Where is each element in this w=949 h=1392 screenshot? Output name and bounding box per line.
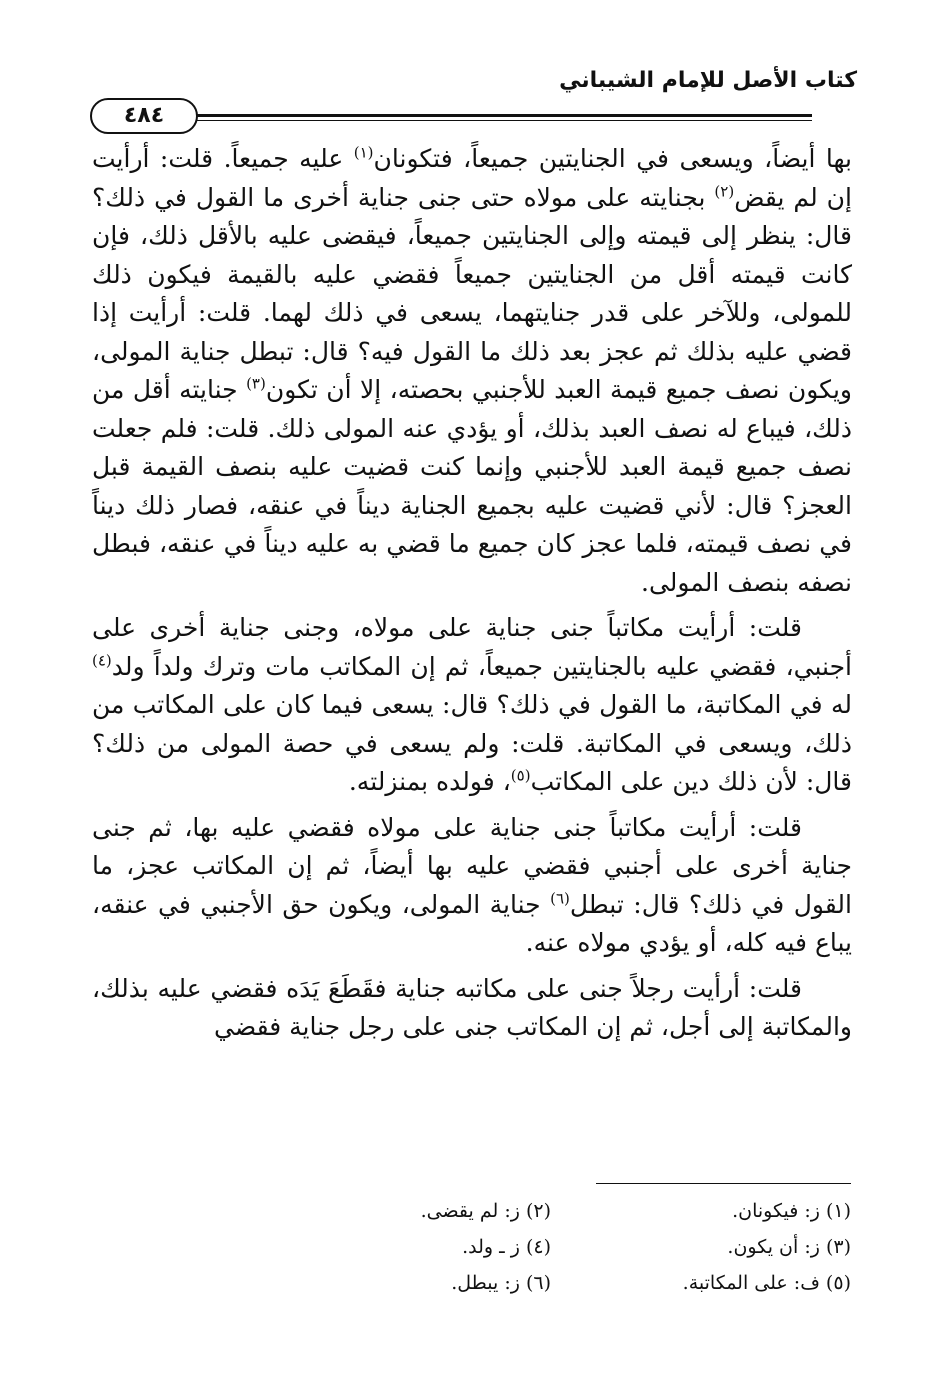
header-rule-thin <box>92 120 812 121</box>
text-run: قلت: أرأيت مكاتباً جنى جناية على مولاه، وجنى جناية أخرى على أجنبي، فقضي عليه بالجنايتين جميعاً، ثم إن المكاتب مات وترك ولداً ولد <box>92 613 852 681</box>
paragraph-2 <box>92 609 852 802</box>
footnotes <box>251 1196 851 1298</box>
footnote-3: (٣) ز: أن يكون. <box>727 1236 851 1258</box>
paragraph-4 <box>92 970 852 1047</box>
text-run: له في المكاتبة، ما القول في ذلك؟ قال: يسعى فيما كان على المكاتب من ذلك، ويسعى في المكاتبة. قلت: ولم يسعى في حصة المولى من ذلك؟ قال: لأن ذلك دين على المكاتب <box>92 690 852 796</box>
text-run: قلت: أرأيت رجلاً جنى على مكاتبه جناية فقَطَعَ يَدَه فقضي عليه بذلك، والمكاتبة إلى أجل، ثم إن المكاتب جنى على رجل جناية فقضي <box>92 973 852 1041</box>
header-rule-thick <box>92 114 812 117</box>
footnote-marker: (٣) <box>246 374 266 393</box>
text-run: ، فولده بمنزلته. <box>348 767 511 796</box>
footnote-marker: (٢) <box>714 182 735 201</box>
footnote-marker: (٥) <box>510 766 531 785</box>
text-run: قلت: أرأيت مكاتباً جنى جناية على مولاه فقضي عليه بها، ثم جنى جناية أخرى على أجنبي فقضي عليه بها أيضاً، ثم إن المكاتب عجز، ما القول في ذلك؟ قال: تبطل <box>92 812 852 919</box>
footnote-1: (١) ز: فيكونان. <box>732 1200 851 1222</box>
footnote-marker: (١) <box>353 143 374 162</box>
text-run: جنايته أقل من ذلك، فيباع له نصف العبد بذلك، أو يؤدي عنه المولى ذلك. قلت: فلم جعلت نصف جميع قيمة العبد للأجنبي وإنما كنت قضيت عليه بنصف القيمة قبل العجز؟ قال: لأني قضيت عليه بجميع الجناية ديناً في عنقه، فصار ذلك ديناً في نصف قيمته، فلما عجز كان جميع ما قضي به عليه ديناً في عنقه، فبطل نصفه بنصف المولى. <box>92 375 852 597</box>
footnote-marker: (٦) <box>550 889 570 908</box>
running-header-title: كتاب الأصل للإمام الشيباني <box>559 68 857 93</box>
text-run: بها أيضاً، ويسعى في الجنايتين جميعاً، فتكونان <box>373 144 852 173</box>
footnote-6: (٦) ز: يبطل. <box>451 1272 551 1294</box>
footnote-marker: (٤) <box>92 651 112 670</box>
footnote-separator <box>596 1183 851 1184</box>
text-run: جناية المولى، ويكون حق الأجنبي في عنقه، يباع فيه كله، أو يؤدي مولاه عنه. <box>92 889 852 957</box>
main-text <box>92 140 852 1054</box>
paragraph-3 <box>92 809 852 963</box>
text-run: عليه جميعاً. قلت: أرأيت إن لم يقض <box>92 144 852 212</box>
footnote-2: (٢) ز: لم يقضى. <box>420 1200 551 1222</box>
page-number-badge: ٤٨٤ <box>90 98 198 134</box>
footnote-5: (٥) ف: على المكاتبة. <box>682 1272 851 1294</box>
text-run: بجنايته على مولاه حتى جنى جناية أخرى ما القول في ذلك؟ قال: ينظر إلى قيمته وإلى الجنايتين جميعاً، فيقضى عليه بالأقل ذلك، فإن كانت قيمته أقل من الجنايتين جميعاً فقضي عليه بالقيمة فيكون ذلك للمولى، وللآخر على قدر جنايتهما، يسعى في ذلك لهما. قلت: أرأيت إذا قضي عليه بذلك ثم عجز بعد ذلك ما القول فيه؟ قال: تبطل جناية المولى، ويكون نصف جميع قيمة العبد للأجنبي بحصته، إلا أن تكون <box>92 182 852 404</box>
paragraph-1 <box>92 140 852 602</box>
footnote-4: (٤) ز ـ ولد. <box>462 1236 551 1258</box>
